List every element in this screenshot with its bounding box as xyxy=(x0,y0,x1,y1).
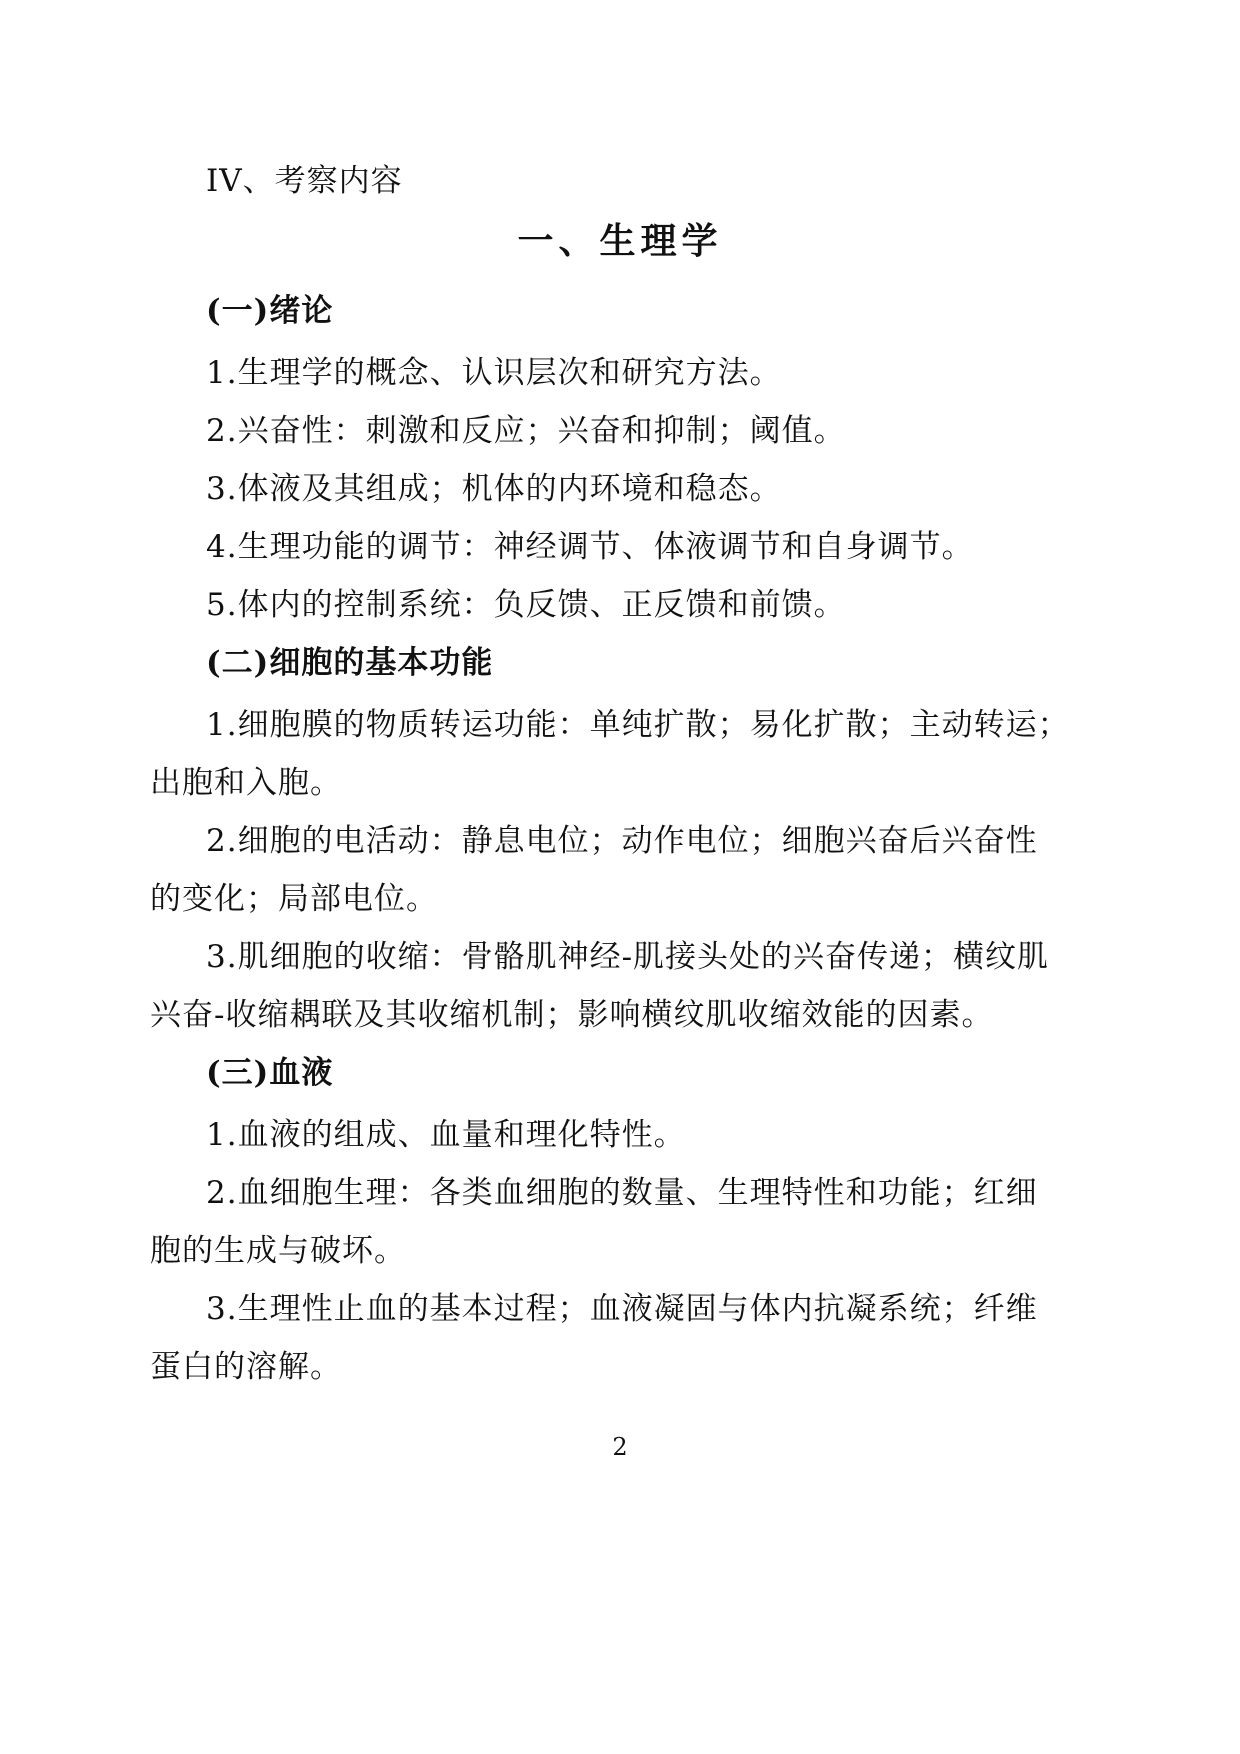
list-item: 2.兴奋性：刺激和反应；兴奋和抑制；阈值。 xyxy=(206,413,846,449)
list-item: 3.生理性止血的基本过程；血液凝固与体内抗凝系统；纤维 xyxy=(206,1291,1038,1327)
section-heading: (一)绪论 xyxy=(206,293,334,329)
list-item-continuation: 蛋白的溶解。 xyxy=(150,1349,342,1385)
list-item-continuation: 出胞和入胞。 xyxy=(150,765,342,801)
list-item: 4.生理功能的调节：神经调节、体液调节和自身调节。 xyxy=(206,529,974,565)
chapter-title: 一、生理学 xyxy=(517,220,723,262)
list-item: 1.血液的组成、血量和理化特性。 xyxy=(206,1117,686,1153)
list-item: 2.血细胞生理：各类血细胞的数量、生理特性和功能；红细 xyxy=(206,1175,1038,1211)
page-number: 2 xyxy=(612,1433,628,1461)
list-item: 3.肌细胞的收缩：骨骼肌神经-肌接头处的兴奋传递；横纹肌 xyxy=(206,939,1050,975)
list-item: 5.体内的控制系统：负反馈、正反馈和前馈。 xyxy=(206,587,846,623)
list-item: 3.体液及其组成；机体的内环境和稳态。 xyxy=(206,471,782,507)
section-heading: (二)细胞的基本功能 xyxy=(206,645,494,681)
list-item: 1.生理学的概念、认识层次和研究方法。 xyxy=(206,355,782,391)
list-item-continuation: 的变化；局部电位。 xyxy=(150,881,438,917)
list-item-continuation: 胞的生成与破坏。 xyxy=(150,1233,406,1269)
list-item: 1.细胞膜的物质转运功能：单纯扩散；易化扩散；主动转运； xyxy=(206,707,1070,743)
list-item: 2.细胞的电活动：静息电位；动作电位；细胞兴奋后兴奋性 xyxy=(206,823,1038,859)
section-heading: (三)血液 xyxy=(206,1055,334,1091)
part-heading: IV、考察内容 xyxy=(206,163,403,199)
list-item-continuation: 兴奋-收缩耦联及其收缩机制；影响横纹肌收缩效能的因素。 xyxy=(150,997,994,1033)
